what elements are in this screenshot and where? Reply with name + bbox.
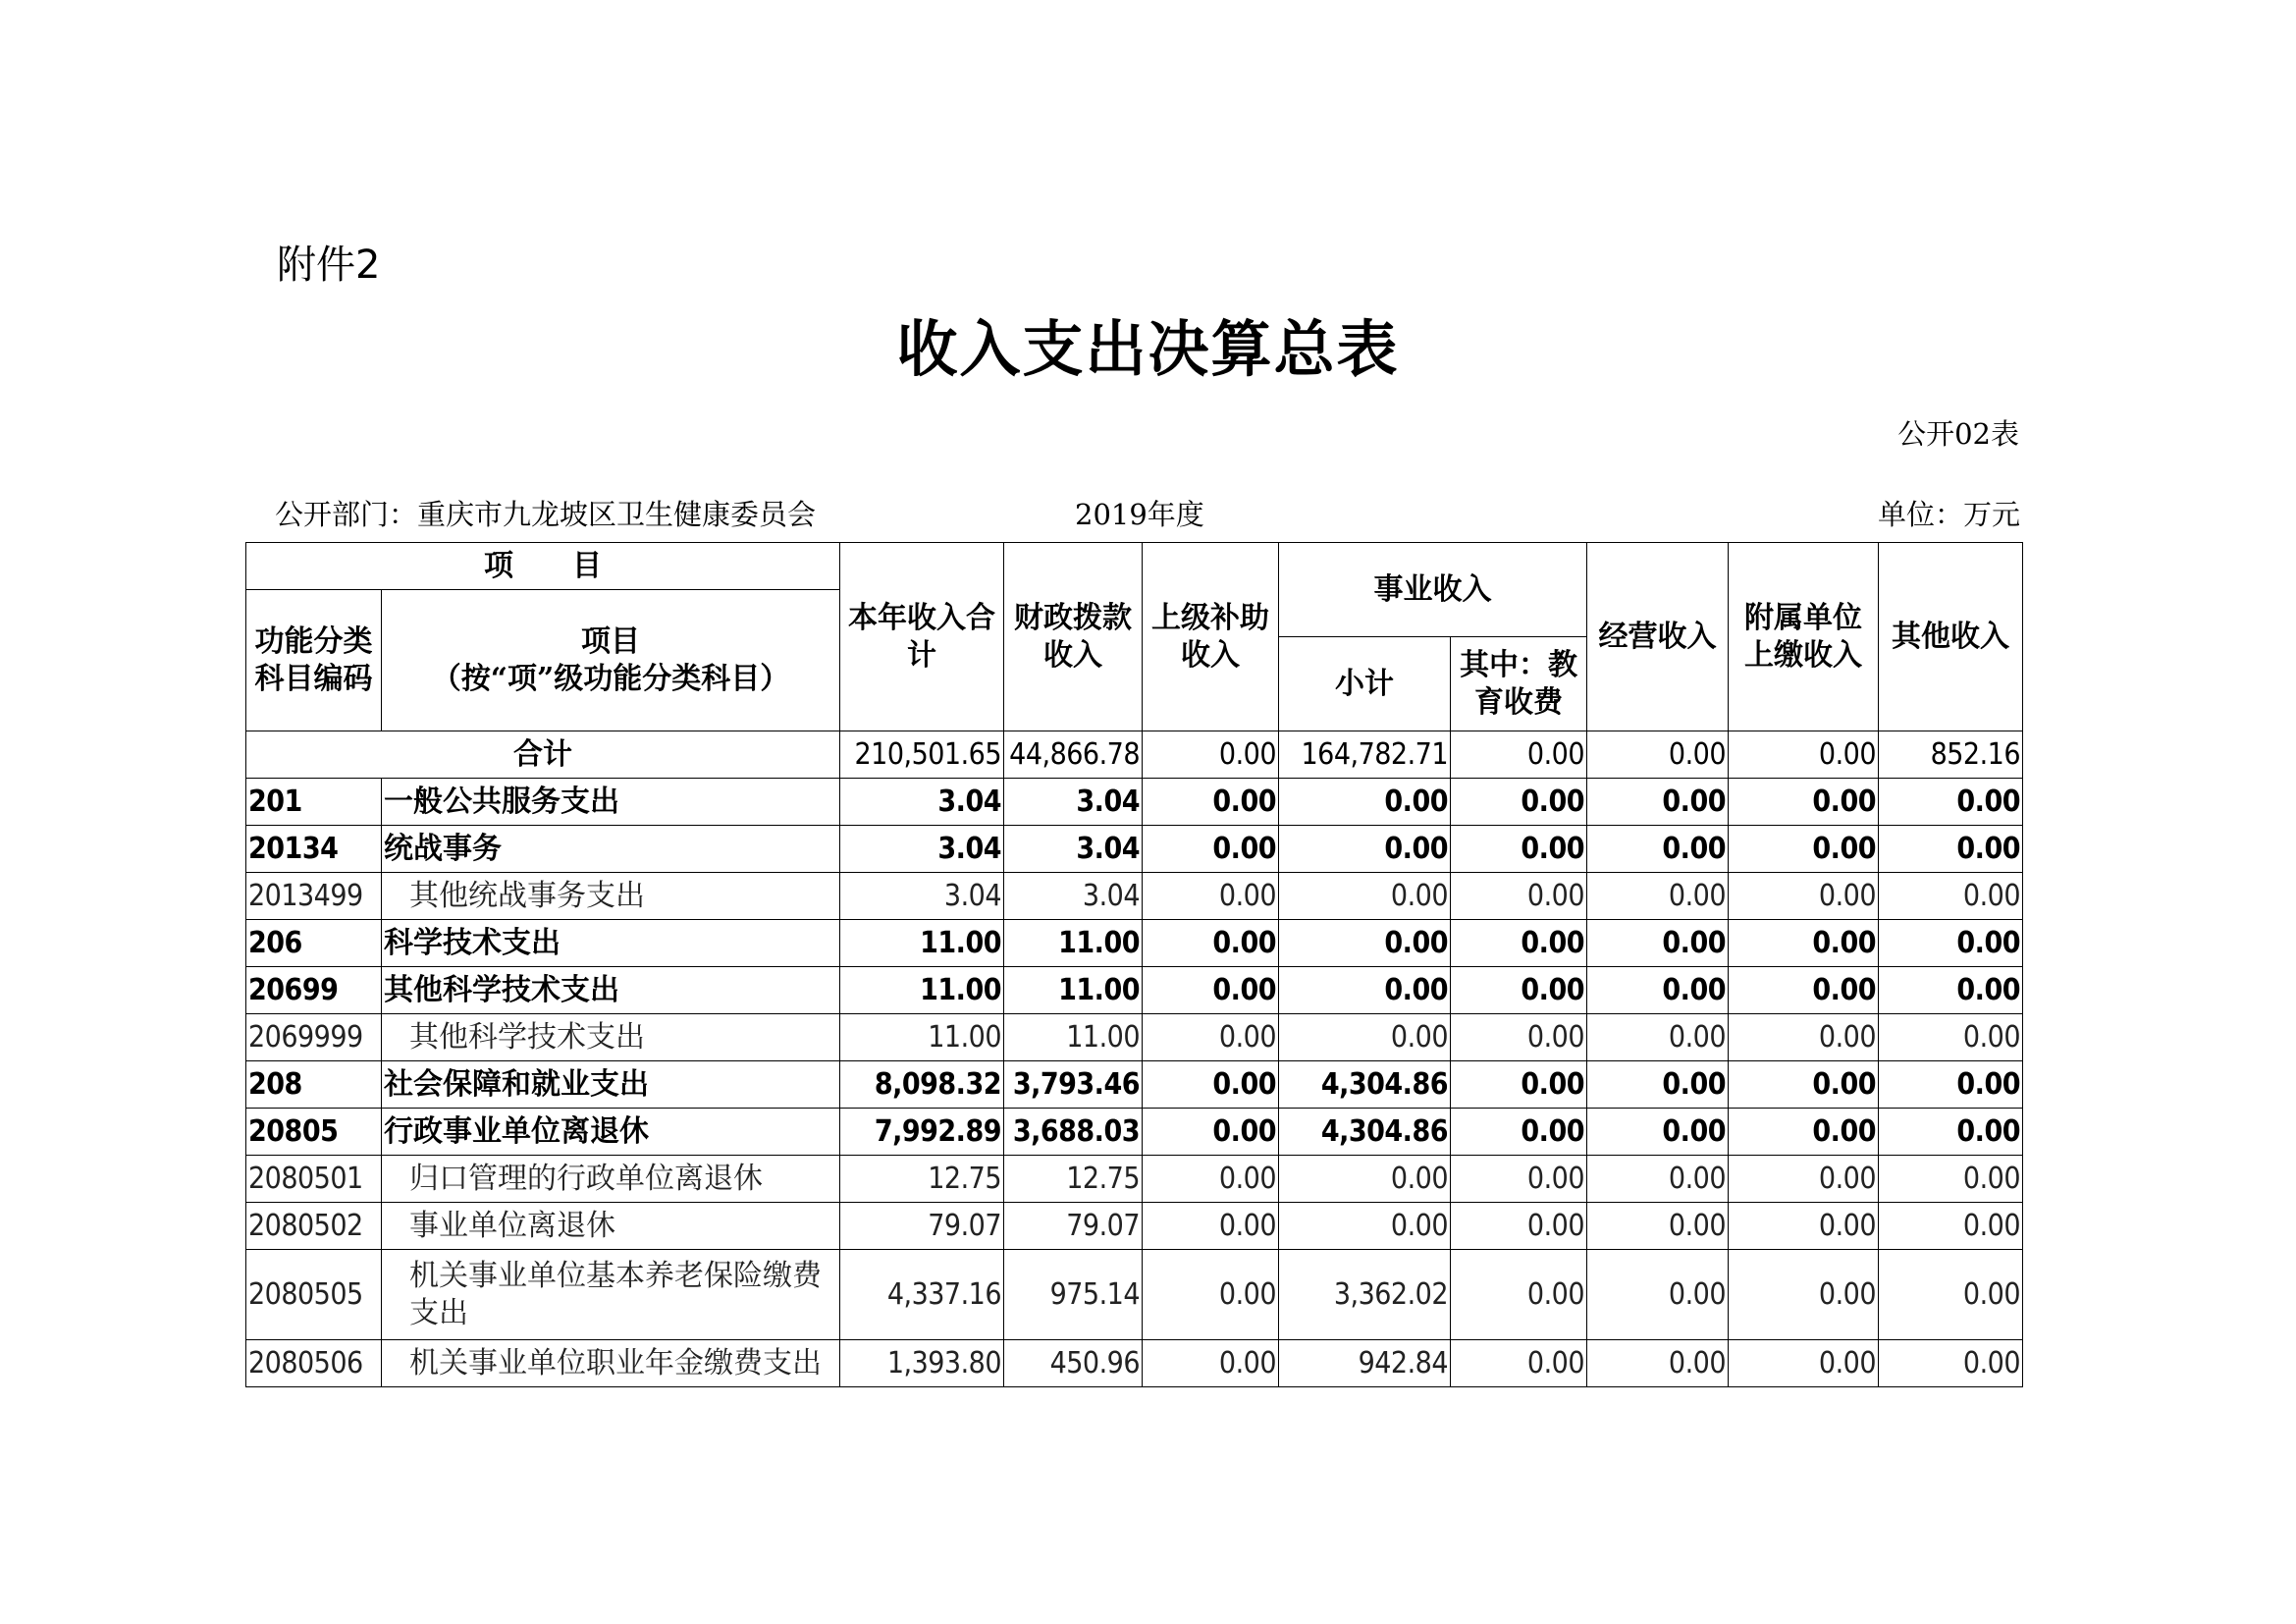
row-name: 机关事业单位职业年金缴费支出 (382, 1340, 840, 1387)
row-value: 0.00 (1451, 920, 1587, 967)
row-value: 0.00 (1587, 779, 1729, 826)
total-cell: 0.00 (1451, 731, 1587, 779)
table-number: 公开02表 (1897, 417, 2019, 451)
row-value: 0.00 (1279, 1203, 1451, 1250)
row-value: 3.04 (1004, 826, 1143, 873)
table-row (246, 1250, 2023, 1340)
row-value: 4,304.86 (1279, 1109, 1451, 1156)
table-row (246, 1203, 2023, 1250)
total-cell: 164,782.71 (1279, 731, 1451, 779)
row-value: 0.00 (1729, 826, 1879, 873)
row-value: 0.00 (1729, 1340, 1879, 1387)
total-cell: 0.00 (1143, 731, 1279, 779)
row-name: 机关事业单位基本养老保险缴费支出 (382, 1250, 840, 1340)
row-code: 2069999 (246, 1014, 382, 1061)
row-value: 1,393.80 (840, 1340, 1004, 1387)
row-value: 0.00 (1729, 779, 1879, 826)
row-name: 科学技术支出 (382, 920, 840, 967)
row-value: 4,337.16 (840, 1250, 1004, 1340)
row-value: 0.00 (1729, 1061, 1879, 1109)
row-code: 2013499 (246, 873, 382, 920)
row-value: 0.00 (1451, 967, 1587, 1014)
fiscal-year: 2019年度 (1075, 498, 1204, 531)
row-value: 0.00 (1451, 1014, 1587, 1061)
row-value: 0.00 (1587, 1203, 1729, 1250)
row-value: 0.00 (1143, 920, 1279, 967)
row-value: 0.00 (1587, 1061, 1729, 1109)
row-value: 0.00 (1279, 967, 1451, 1014)
row-value: 11.00 (1004, 1014, 1143, 1061)
row-value: 3,362.02 (1279, 1250, 1451, 1340)
row-value: 11.00 (840, 920, 1004, 967)
header-project: 项 目 (246, 543, 840, 590)
row-value: 0.00 (1587, 1156, 1729, 1203)
row-value: 12.75 (840, 1156, 1004, 1203)
row-value: 0.00 (1729, 1156, 1879, 1203)
row-value: 0.00 (1451, 873, 1587, 920)
row-value: 0.00 (1879, 779, 2023, 826)
row-value: 3.04 (1004, 873, 1143, 920)
row-value: 11.00 (1004, 967, 1143, 1014)
row-value: 0.00 (1729, 967, 1879, 1014)
total-row (246, 731, 2023, 779)
row-value: 942.84 (1279, 1340, 1451, 1387)
row-value: 0.00 (1451, 1061, 1587, 1109)
row-code: 20134 (246, 826, 382, 873)
row-code: 20699 (246, 967, 382, 1014)
row-value: 0.00 (1451, 1250, 1587, 1340)
row-value: 3.04 (840, 826, 1004, 873)
row-value: 0.00 (1729, 1014, 1879, 1061)
table-row (246, 826, 2023, 873)
row-code: 208 (246, 1061, 382, 1109)
unit-label: 单位：万元 (1877, 498, 2020, 531)
row-value: 0.00 (1587, 920, 1729, 967)
row-value: 0.00 (1879, 1156, 2023, 1203)
row-value: 0.00 (1279, 873, 1451, 920)
header-fiscal: 财政拨款收入 (1004, 543, 1143, 731)
row-value: 8,098.32 (840, 1061, 1004, 1109)
row-value: 0.00 (1879, 1061, 2023, 1109)
row-value: 11.00 (840, 967, 1004, 1014)
row-value: 0.00 (1729, 1203, 1879, 1250)
row-value: 0.00 (1143, 1109, 1279, 1156)
row-value: 0.00 (1729, 873, 1879, 920)
row-value: 11.00 (1004, 920, 1143, 967)
row-value: 975.14 (1004, 1250, 1143, 1340)
row-name: 其他统战事务支出 (382, 873, 840, 920)
row-code: 206 (246, 920, 382, 967)
row-value: 11.00 (840, 1014, 1004, 1061)
row-value: 0.00 (1879, 1203, 2023, 1250)
row-value: 450.96 (1004, 1340, 1143, 1387)
row-value: 0.00 (1143, 1203, 1279, 1250)
row-value: 12.75 (1004, 1156, 1143, 1203)
row-name: 统战事务 (382, 826, 840, 873)
row-value: 0.00 (1451, 1203, 1587, 1250)
row-value: 0.00 (1879, 967, 2023, 1014)
row-value: 0.00 (1143, 1340, 1279, 1387)
total-cell: 852.16 (1879, 731, 2023, 779)
row-value: 0.00 (1729, 1109, 1879, 1156)
row-value: 0.00 (1451, 1340, 1587, 1387)
total-cell: 0.00 (1587, 731, 1729, 779)
header-operating: 经营收入 (1587, 543, 1729, 731)
row-value: 0.00 (1587, 1340, 1729, 1387)
row-value: 0.00 (1587, 1250, 1729, 1340)
table-row (246, 920, 2023, 967)
row-value: 0.00 (1879, 1109, 2023, 1156)
row-value: 0.00 (1279, 779, 1451, 826)
total-cell: 44,866.78 (1004, 731, 1143, 779)
row-code: 20805 (246, 1109, 382, 1156)
attachment-label: 附件2 (277, 243, 381, 288)
row-name: 其他科学技术支出 (382, 967, 840, 1014)
row-value: 0.00 (1279, 1156, 1451, 1203)
row-value: 0.00 (1143, 779, 1279, 826)
row-value: 0.00 (1143, 1061, 1279, 1109)
header-superior: 上级补助收入 (1143, 543, 1279, 731)
row-value: 0.00 (1143, 967, 1279, 1014)
header-business: 事业收入 (1279, 543, 1587, 637)
row-name: 归口管理的行政单位离退休 (382, 1156, 840, 1203)
row-name: 社会保障和就业支出 (382, 1061, 840, 1109)
row-value: 0.00 (1879, 1250, 2023, 1340)
row-value: 3,793.46 (1004, 1061, 1143, 1109)
row-value: 0.00 (1143, 1156, 1279, 1203)
row-value: 0.00 (1879, 920, 2023, 967)
row-code: 2080501 (246, 1156, 382, 1203)
row-code: 2080505 (246, 1250, 382, 1340)
row-value: 79.07 (1004, 1203, 1143, 1250)
row-value: 0.00 (1279, 1014, 1451, 1061)
row-value: 0.00 (1143, 826, 1279, 873)
row-value: 0.00 (1879, 1340, 2023, 1387)
header-business-education: 其中：教育收费 (1451, 637, 1587, 731)
row-value: 3.04 (840, 873, 1004, 920)
table-row (246, 1014, 2023, 1061)
header-code: 功能分类科目编码 (246, 590, 382, 731)
header-total: 本年收入合计 (840, 543, 1004, 731)
row-value: 0.00 (1143, 1014, 1279, 1061)
department: 公开部门：重庆市九龙坡区卫生健康委员会 (275, 498, 817, 531)
row-value: 3.04 (1004, 779, 1143, 826)
row-name: 其他科学技术支出 (382, 1014, 840, 1061)
page-title: 收入支出决算总表 (896, 313, 1400, 385)
row-value: 79.07 (840, 1203, 1004, 1250)
row-code: 2080506 (246, 1340, 382, 1387)
table-row (246, 1156, 2023, 1203)
table-row (246, 779, 2023, 826)
row-value: 0.00 (1587, 1109, 1729, 1156)
row-name: 行政事业单位离退休 (382, 1109, 840, 1156)
row-value: 0.00 (1729, 920, 1879, 967)
row-value: 0.00 (1279, 920, 1451, 967)
row-value: 0.00 (1587, 826, 1729, 873)
row-value: 0.00 (1879, 826, 2023, 873)
row-value: 0.00 (1587, 873, 1729, 920)
row-value: 0.00 (1587, 967, 1729, 1014)
row-value: 0.00 (1587, 1014, 1729, 1061)
row-value: 0.00 (1451, 826, 1587, 873)
header-name: 项目 （按“项”级功能分类科目） (382, 590, 840, 731)
header-business-subtotal: 小计 (1279, 637, 1451, 731)
row-value: 7,992.89 (840, 1109, 1004, 1156)
row-code: 2080502 (246, 1203, 382, 1250)
row-value: 0.00 (1451, 1109, 1587, 1156)
header-affiliate: 附属单位上缴收入 (1729, 543, 1879, 731)
table-row (246, 1109, 2023, 1156)
total-cell: 210,501.65 (840, 731, 1004, 779)
meta-line (275, 493, 2020, 532)
table-body (246, 779, 2023, 1387)
row-value: 0.00 (1143, 873, 1279, 920)
row-code: 201 (246, 779, 382, 826)
row-value: 0.00 (1451, 779, 1587, 826)
row-value: 0.00 (1879, 873, 2023, 920)
row-value: 3,688.03 (1004, 1109, 1143, 1156)
table-row (246, 967, 2023, 1014)
row-name: 事业单位离退休 (382, 1203, 840, 1250)
row-value: 4,304.86 (1279, 1061, 1451, 1109)
total-cell: 0.00 (1729, 731, 1879, 779)
table-row (246, 1340, 2023, 1387)
table-row (246, 1061, 2023, 1109)
header-other: 其他收入 (1879, 543, 2023, 731)
row-name: 一般公共服务支出 (382, 779, 840, 826)
income-expenditure-table (245, 542, 2023, 1387)
total-label: 合计 (246, 731, 840, 779)
row-value: 3.04 (840, 779, 1004, 826)
row-value: 0.00 (1279, 826, 1451, 873)
row-value: 0.00 (1451, 1156, 1587, 1203)
row-value: 0.00 (1729, 1250, 1879, 1340)
table-row (246, 873, 2023, 920)
row-value: 0.00 (1143, 1250, 1279, 1340)
row-value: 0.00 (1879, 1014, 2023, 1061)
